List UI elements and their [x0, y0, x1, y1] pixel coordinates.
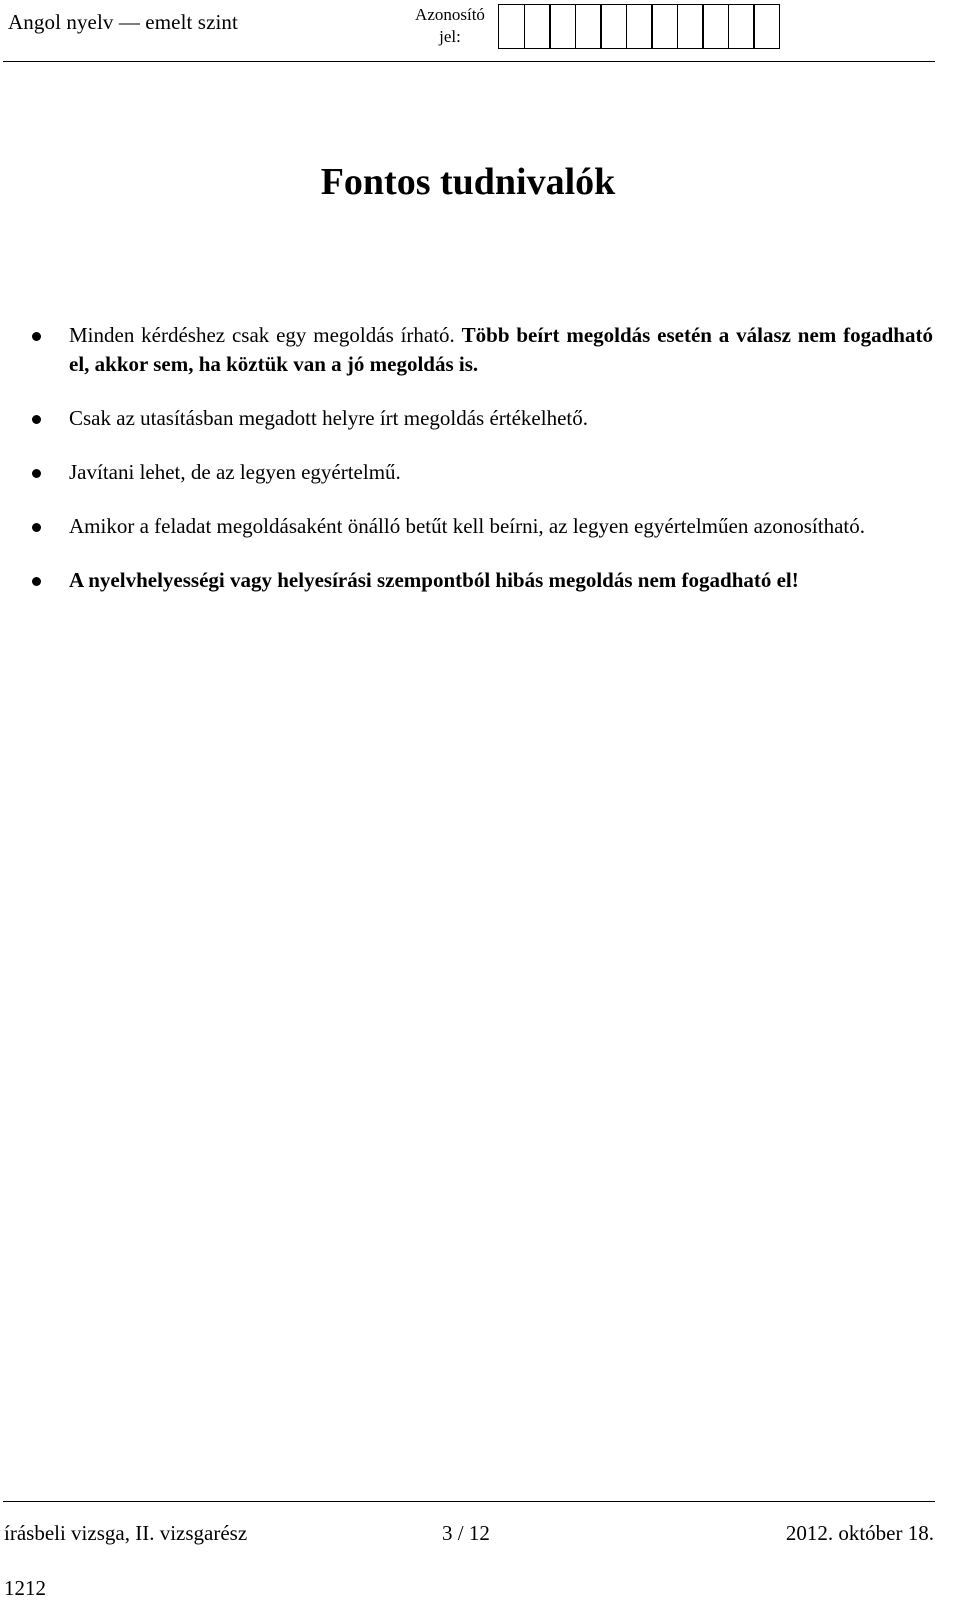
id-box [498, 4, 525, 49]
notice-item [0, 512, 936, 541]
subject-label: Angol nyelv — emelt szint [8, 10, 238, 34]
id-box [626, 4, 653, 49]
footer-date: 2012. október 18. [785, 1521, 934, 1545]
footer-exam-part: írásbeli vizsga, II. vizsgarész [4, 1521, 248, 1545]
bullet-icon [32, 332, 41, 341]
notice-bold-text: Több beírt megoldás esetén a válasz nem fogadható el, akkor sem, ha köztük van a jó megoldás is. [69, 323, 933, 376]
notice-normal-text: Amikor a feladat megoldásaként önálló betűt kell beírni, az legyen egyértelműen azonosítható. [69, 514, 865, 538]
id-label-line1: Azonosító [415, 5, 485, 24]
page-header [0, 0, 960, 62]
notice-normal-text: Javítani lehet, de az legyen egyértelmű. [69, 460, 401, 484]
bullet-icon [32, 415, 41, 424]
notice-text [69, 323, 933, 376]
id-box [728, 4, 755, 49]
notice-normal-text: Csak az utasításban megadott helyre írt megoldás értékelhető. [69, 406, 588, 430]
notice-text [69, 568, 799, 592]
id-box [575, 4, 602, 49]
notice-item [0, 566, 936, 595]
notice-text [69, 514, 865, 538]
page-number: 3 / 12 [442, 1521, 490, 1545]
notice-text [69, 460, 401, 484]
notice-normal-text: Minden kérdéshez csak egy megoldás írható. [69, 323, 462, 347]
notice-item [0, 458, 936, 487]
bullet-icon [32, 577, 41, 586]
id-box [753, 4, 780, 49]
bullet-icon [32, 523, 41, 532]
notice-item [0, 321, 936, 379]
notice-text [69, 406, 588, 430]
header-divider [3, 61, 935, 62]
bullet-icon [32, 469, 41, 478]
footer-code: 1212 [4, 1576, 46, 1600]
id-box [651, 4, 678, 49]
notice-item [0, 404, 936, 433]
id-boxes [498, 4, 779, 49]
notice-bold-text: A nyelvhelyességi vagy helyesírási szempontból hibás megoldás nem fogadható el! [69, 568, 799, 592]
id-box [677, 4, 704, 49]
page-title: Fontos tudnivalók [320, 161, 616, 203]
id-label-line2: jel: [439, 27, 461, 46]
id-label [410, 4, 490, 48]
id-box [702, 4, 729, 49]
footer-divider [3, 1501, 935, 1502]
id-box [600, 4, 627, 49]
id-box [549, 4, 576, 49]
id-box [524, 4, 551, 49]
notice-list [0, 321, 936, 620]
